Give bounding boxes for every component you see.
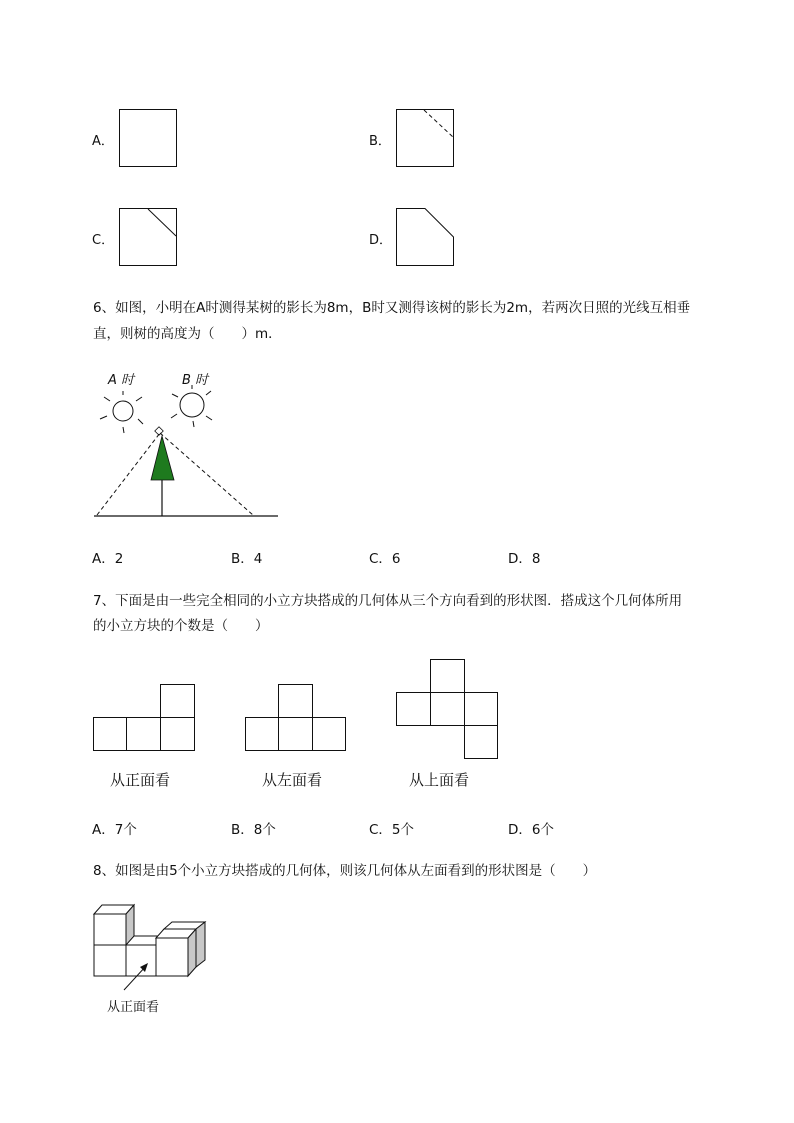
q7-text-line1: 7、下面是由一些完全相同的小立方块搭成的几何体从三个方向看到的形状图．搭成这个几何体所用 (93, 593, 683, 609)
q8-figure-caption: 从正面看 (107, 1000, 160, 1015)
q6-option-b: B．4 (231, 551, 263, 567)
q7-option-c: C．5个 (369, 822, 415, 838)
option-b-label: B． (369, 134, 391, 149)
option-a-label: A． (92, 134, 114, 149)
caption-top-view: 从上面看 (409, 771, 470, 789)
q6-text-line1: 6、如图，小明在A时测得某树的影长为8m，B时又测得该树的影长为2m，若两次日照的光线互相垂 (93, 300, 691, 316)
q8-text: 8、如图是由5个小立方块搭成的几何体，则该几何体从左面看到的形状图是（ ） (93, 863, 597, 879)
q7-option-d: D．6个 (508, 822, 554, 838)
q7-option-a: A．7个 (92, 822, 137, 838)
q7-option-b: B．8个 (231, 822, 276, 838)
caption-front-view: 从正面看 (110, 771, 171, 789)
sun-b-label: B 时 (182, 373, 209, 388)
q6-option-c: C．6 (369, 551, 401, 567)
option-d-label: D． (369, 233, 393, 248)
caption-left-view: 从左面看 (262, 771, 323, 789)
sun-a-label: A 时 (108, 373, 135, 388)
q7-text-line2: 的小立方块的个数是（ ） (93, 618, 269, 634)
option-c-label: C． (92, 233, 115, 248)
q6-option-d: D．8 (508, 551, 541, 567)
q6-text-line2: 直，则树的高度为（ ）m． (93, 326, 282, 342)
q6-option-a: A．2 (92, 551, 124, 567)
